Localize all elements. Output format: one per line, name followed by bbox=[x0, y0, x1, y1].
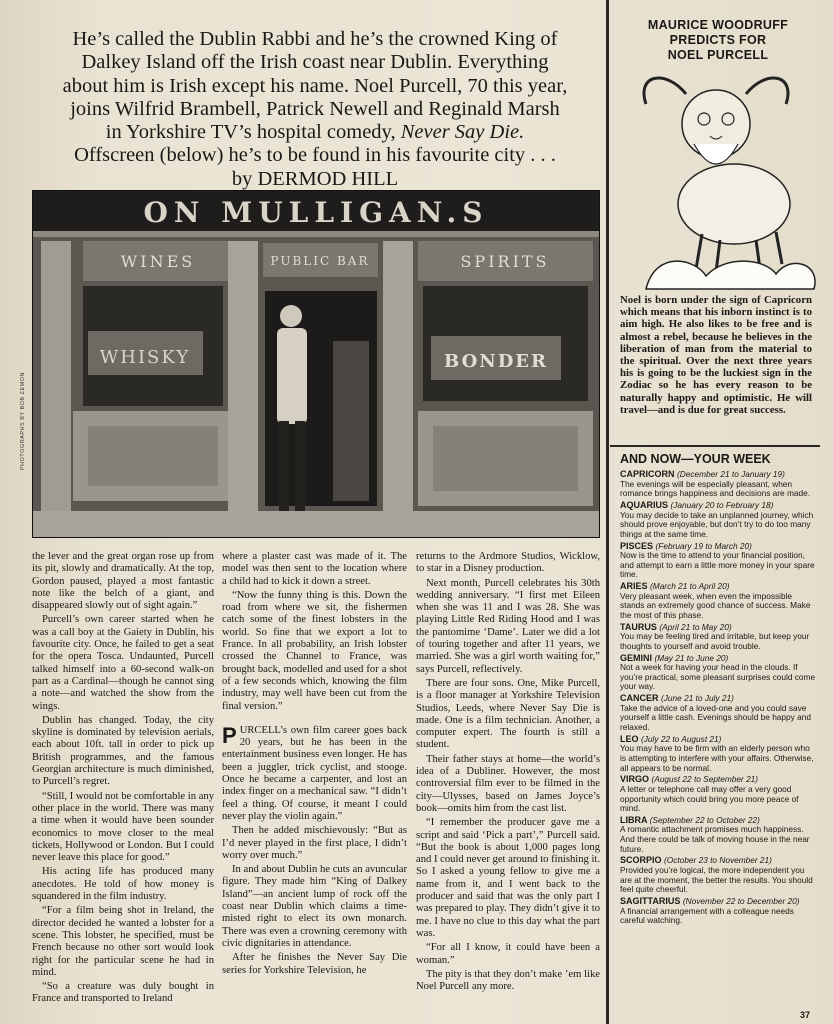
zodiac-sign-entry bbox=[620, 623, 816, 652]
article-paragraph: “Still, I would not be comfortable in any other place in the world. There was many a time when it would have been sounder economics to move closer to the meal tickets, Hollywood or London. But I could never leave this place for good.” bbox=[32, 790, 214, 864]
horoscope-title-line: MAURICE WOODRUFF bbox=[647, 18, 789, 32]
zodiac-list bbox=[620, 470, 816, 928]
article-paragraph: returns to the Ardmore Studios, Wicklow, to star in a Disney production. bbox=[416, 551, 600, 575]
zodiac-sign-text: Now is the time to attend to your financial position, and attempt to earn a little more money in your spare time. bbox=[620, 550, 815, 580]
zodiac-sign-text: You may have to be firm with an elderly person who is attempting to interfere with your affairs. Otherwise, all appears to be normal. bbox=[620, 743, 814, 773]
sidebar-rule bbox=[610, 445, 820, 447]
sign-spirits: SPIRITS bbox=[460, 252, 550, 271]
window-bonder: BONDER bbox=[444, 351, 548, 372]
zodiac-sign-entry bbox=[620, 897, 816, 926]
zodiac-sign-dates: (December 21 to January 19) bbox=[677, 469, 785, 479]
zodiac-sign-dates: (February 19 to March 20) bbox=[655, 540, 752, 551]
standfirst-line: about him is Irish except his name. Noel Purcell, 70 this year, bbox=[62, 74, 568, 97]
standfirst-line: Offscreen (below) he’s to be found in his favourite city . . . bbox=[74, 144, 556, 167]
article-paragraph: His acting life has produced many anecdotes. He told of how money is squandered in the film industry. bbox=[32, 866, 214, 903]
standfirst-line bbox=[30, 121, 600, 144]
capricorn-goat-caricature bbox=[616, 64, 820, 294]
horoscope-title-line: PREDICTS FOR bbox=[669, 33, 767, 47]
zodiac-sign-entry bbox=[620, 582, 816, 620]
standfirst-text: in Yorkshire TV’s hospital comedy, bbox=[105, 121, 401, 144]
zodiac-sign-dates: (November 22 to December 20) bbox=[682, 896, 800, 906]
zodiac-sign-name: GEMINI bbox=[620, 652, 655, 663]
zodiac-sign-entry bbox=[620, 816, 816, 854]
photo-credit: PHOTOGRAPHS BY BOB ZEMON bbox=[20, 372, 26, 470]
zodiac-sign-dates: (March 21 to April 20) bbox=[650, 581, 730, 592]
article-column-2 bbox=[222, 551, 407, 979]
article-column-3 bbox=[416, 551, 600, 995]
zodiac-sign-entry bbox=[620, 775, 816, 813]
zodiac-sign-name: SAGITTARIUS bbox=[620, 896, 683, 906]
zodiac-sign-entry bbox=[620, 856, 816, 894]
zodiac-sign-text: Provided you’re logical, the more independent you are at the moment, the better the results. You should feel quite cheerful. bbox=[620, 865, 813, 895]
paragraph-text: URCELL’s own film career goes back 20 years, but he has been in the entertainment business even longer. He has been a juggler, trick cyclist, and stooge. Once he became a carpenter, and lost an index finger on a mechanical saw. “I didn’t feel a thing. Of course, it meant I could never play the violin again.” bbox=[222, 724, 407, 822]
article-paragraph: In and about Dublin he cuts an avuncular figure. They made him “King of Dalkey Island”—an ancient lump of rock off the coast near Dublin which claims a time-misted right to elect its own monarch. There was even a crowning ceremony with civic dignitaries in attendance. bbox=[222, 864, 407, 949]
zodiac-sign-name: ARIES bbox=[620, 581, 651, 592]
fascia-lettering: ON MULLIGAN.S bbox=[143, 196, 489, 229]
zodiac-sign-name: CAPRICORN bbox=[620, 469, 678, 479]
horoscope-title-line: NOEL PURCELL bbox=[667, 48, 769, 62]
zodiac-sign-text: A letter or telephone call may offer a very good opportunity which could bring you more peace of mind. bbox=[620, 783, 799, 814]
zodiac-sign-entry bbox=[620, 501, 816, 539]
zodiac-sign-text: You may decide to take an unplanned journey, which should prove enjoyable, but don’t try to do too many things at the same time. bbox=[620, 509, 814, 539]
zodiac-sign-name: VIRGO bbox=[620, 774, 652, 785]
zodiac-sign-dates: (May 21 to June 20) bbox=[654, 652, 729, 663]
zodiac-sign-name: CANCER bbox=[620, 693, 662, 704]
zodiac-sign-text: Very pleasant week, when even the impossible stands an extremely good chance of success. Make the most of this phase. bbox=[620, 590, 811, 620]
horoscope-title bbox=[616, 18, 820, 63]
zodiac-sign-name: PISCES bbox=[620, 540, 656, 551]
sign-wines: WINES bbox=[120, 252, 196, 271]
zodiac-sign-text: A financial arrangement with a colleague needs careful watching. bbox=[620, 905, 794, 926]
page-number: 37 bbox=[800, 1010, 811, 1020]
zodiac-sign-entry bbox=[620, 470, 816, 499]
zodiac-sign-text: Take the advice of a loved-one and you could save yourself a little cash. Evenings should be happy and relaxed. bbox=[620, 702, 811, 732]
article-paragraph bbox=[222, 722, 407, 823]
zodiac-sign-name: SCORPIO bbox=[620, 855, 665, 866]
article-paragraph: where a plaster cast was made of it. The model was then sent to the location where a child had to kick it down a street. bbox=[222, 551, 407, 587]
article-paragraph: “For all I know, it could have been a woman.” bbox=[416, 942, 600, 966]
drop-cap: P bbox=[222, 722, 237, 748]
zodiac-sign-dates: (January 20 to February 18) bbox=[670, 499, 774, 510]
standfirst bbox=[30, 28, 600, 191]
standfirst-line: He’s called the Dublin Rabbi and he’s the crowned King of bbox=[72, 28, 558, 50]
byline: by DERMOD HILL bbox=[231, 167, 399, 190]
show-title: Never Say Die. bbox=[400, 121, 525, 144]
zodiac-sign-entry bbox=[620, 542, 816, 580]
article-paragraph: After he finishes the Never Say Die series for Yorkshire Television, he bbox=[222, 952, 407, 976]
article-paragraph: “Now the funny thing is this. Down the road from where we sit, the fishermen catch some of the finest lobsters in the world. So fine that we export a lot to France. In all probability, an Irish lobster crossed the Channel to France, was brought back, modelled and used for a shot of a few seconds which, knowing the film industry, may well have been cut from the final version.” bbox=[222, 589, 407, 712]
standfirst-line: Dalkey Island off the Irish coast near Dublin. Everything bbox=[81, 51, 549, 74]
article-paragraph: Next month, Purcell celebrates his 30th wedding anniversary. “I first met Eileen when she was 11 and I was 28. She was playing Little Red Riding Hood and I was the pantomime ‘Dame’. Later we did a lot of touring together and after 11 years, we married. She was a girl worth waiting for,” says Purcell, reflectively. bbox=[416, 577, 600, 675]
zodiac-sign-name: TAURUS bbox=[620, 621, 660, 632]
your-week-heading: AND NOW—YOUR WEEK bbox=[620, 452, 771, 466]
article-paragraph: Then he added mischievously: “But as I’d never played in the first place, I didn’t worry over much.” bbox=[222, 825, 407, 861]
article-paragraph: The pity is that they don’t make ’em like Noel Purcell any more. bbox=[416, 968, 600, 993]
article-paragraph: “For a film being shot in Ireland, the director decided he wanted a lobster for a scene. This lobster, he specified, must be French because no other sort would look right for the particular scene he had in mind. bbox=[32, 905, 214, 978]
noel-prediction: Noel is born under the sign of Capricorn which means that his inborn instinct is to aim high. He also likes to be free and is almost a rebel, because he believes in the liberation of man from the material to the spiritual. Over the next three years his is going to be the luckiest sign in the Zodiac so he has every reason to be naturally happy and optimistic. He will travel—and is due for great success. bbox=[620, 294, 812, 416]
column-rule bbox=[606, 0, 609, 1024]
zodiac-sign-name: AQUARIUS bbox=[620, 499, 671, 510]
standfirst-line: joins Wilfrid Brambell, Patrick Newell and Reginald Marsh bbox=[70, 97, 560, 120]
article-paragraph: Dublin has changed. Today, the city skyline is dominated by television aerials, each about 10ft. tall in order to pick up British programmes, and the famous Georgian architecture is much diminished, to Purcell’s regret. bbox=[32, 714, 214, 788]
sign-public-bar: PUBLIC BAR bbox=[270, 254, 370, 268]
zodiac-sign-dates: (August 22 to September 21) bbox=[651, 774, 759, 785]
zodiac-sign-dates: (June 21 to July 21) bbox=[661, 693, 734, 704]
zodiac-sign-text: The evenings will be especially pleasant, when romance brings happiness and decisions are made. bbox=[620, 478, 811, 499]
article-paragraph: “I remember the producer gave me a script and said ‘Pick a part’,” Purcell said. “But the book is about 1,000 pages long and I could never get around to finishing it. So I asked a young fellow to give me a name from it, and I went back to the producer and said that was the only part I was prepared to play. They didn’t give it to me. I have no clue to this day what the part was. bbox=[416, 817, 600, 939]
zodiac-sign-dates: (April 21 to May 20) bbox=[659, 621, 732, 632]
article-paragraph: “So a creature was duly bought in France and transported to Ireland bbox=[32, 981, 214, 1005]
zodiac-sign-name: LEO bbox=[620, 733, 642, 744]
zodiac-sign-text: A romantic attachment promises much happiness. And there could be talk of moving house in the near future. bbox=[620, 824, 810, 854]
article-paragraph: the lever and the great organ rose up from its pit, slowly and dramatically. At the top, Gordon paused, played a most fantastic note like the belch of a giant, and disappeared slowly out of sight again.” bbox=[32, 551, 214, 612]
article-paragraph: Purcell’s own career started when he was a call boy at the Gaiety in Dublin, his favourite city. Once, he failed to get a seat for the opera Tosca. Undaunted, Purcell talked himself into a 60-second walk-on part as a Cardinal—though he cannot sing a note—and watched the show from the wings. bbox=[32, 614, 214, 712]
zodiac-sign-name: LIBRA bbox=[620, 814, 650, 825]
zodiac-sign-entry bbox=[620, 735, 816, 773]
zodiac-sign-dates: (September 22 to October 22) bbox=[649, 814, 760, 825]
article-column-1 bbox=[32, 551, 214, 1008]
article-paragraph: Their father stays at home—the world’s idea of a Dubliner. However, the most controversial film ever to be filmed in the city—Ulysses, based on James Joyce’s book—omits him from the cast list. bbox=[416, 753, 600, 814]
zodiac-sign-dates: (October 23 to November 21) bbox=[664, 855, 772, 866]
window-whisky: WHISKY bbox=[99, 347, 191, 368]
zodiac-sign-entry bbox=[620, 654, 816, 692]
zodiac-sign-entry bbox=[620, 694, 816, 732]
article-paragraph: There are four sons. One, Mike Purcell, is a floor manager at Yorkshire Television Studios, Leeds, where Never Say Die is made. One is a film technician. Another, a computer expert. The fourth is still a student. bbox=[416, 677, 600, 751]
zodiac-sign-text: Not a week for having your head in the clouds. If you’re practical, some pleasant surprises could come your way. bbox=[620, 662, 816, 692]
zodiac-sign-dates: (July 22 to August 21) bbox=[641, 733, 722, 744]
pub-front-illustration bbox=[33, 191, 599, 537]
pub-photograph bbox=[32, 190, 600, 538]
zodiac-sign-text: You may be feeling tired and irritable, but keep your thoughts to yourself and avoid trouble. bbox=[620, 631, 810, 651]
